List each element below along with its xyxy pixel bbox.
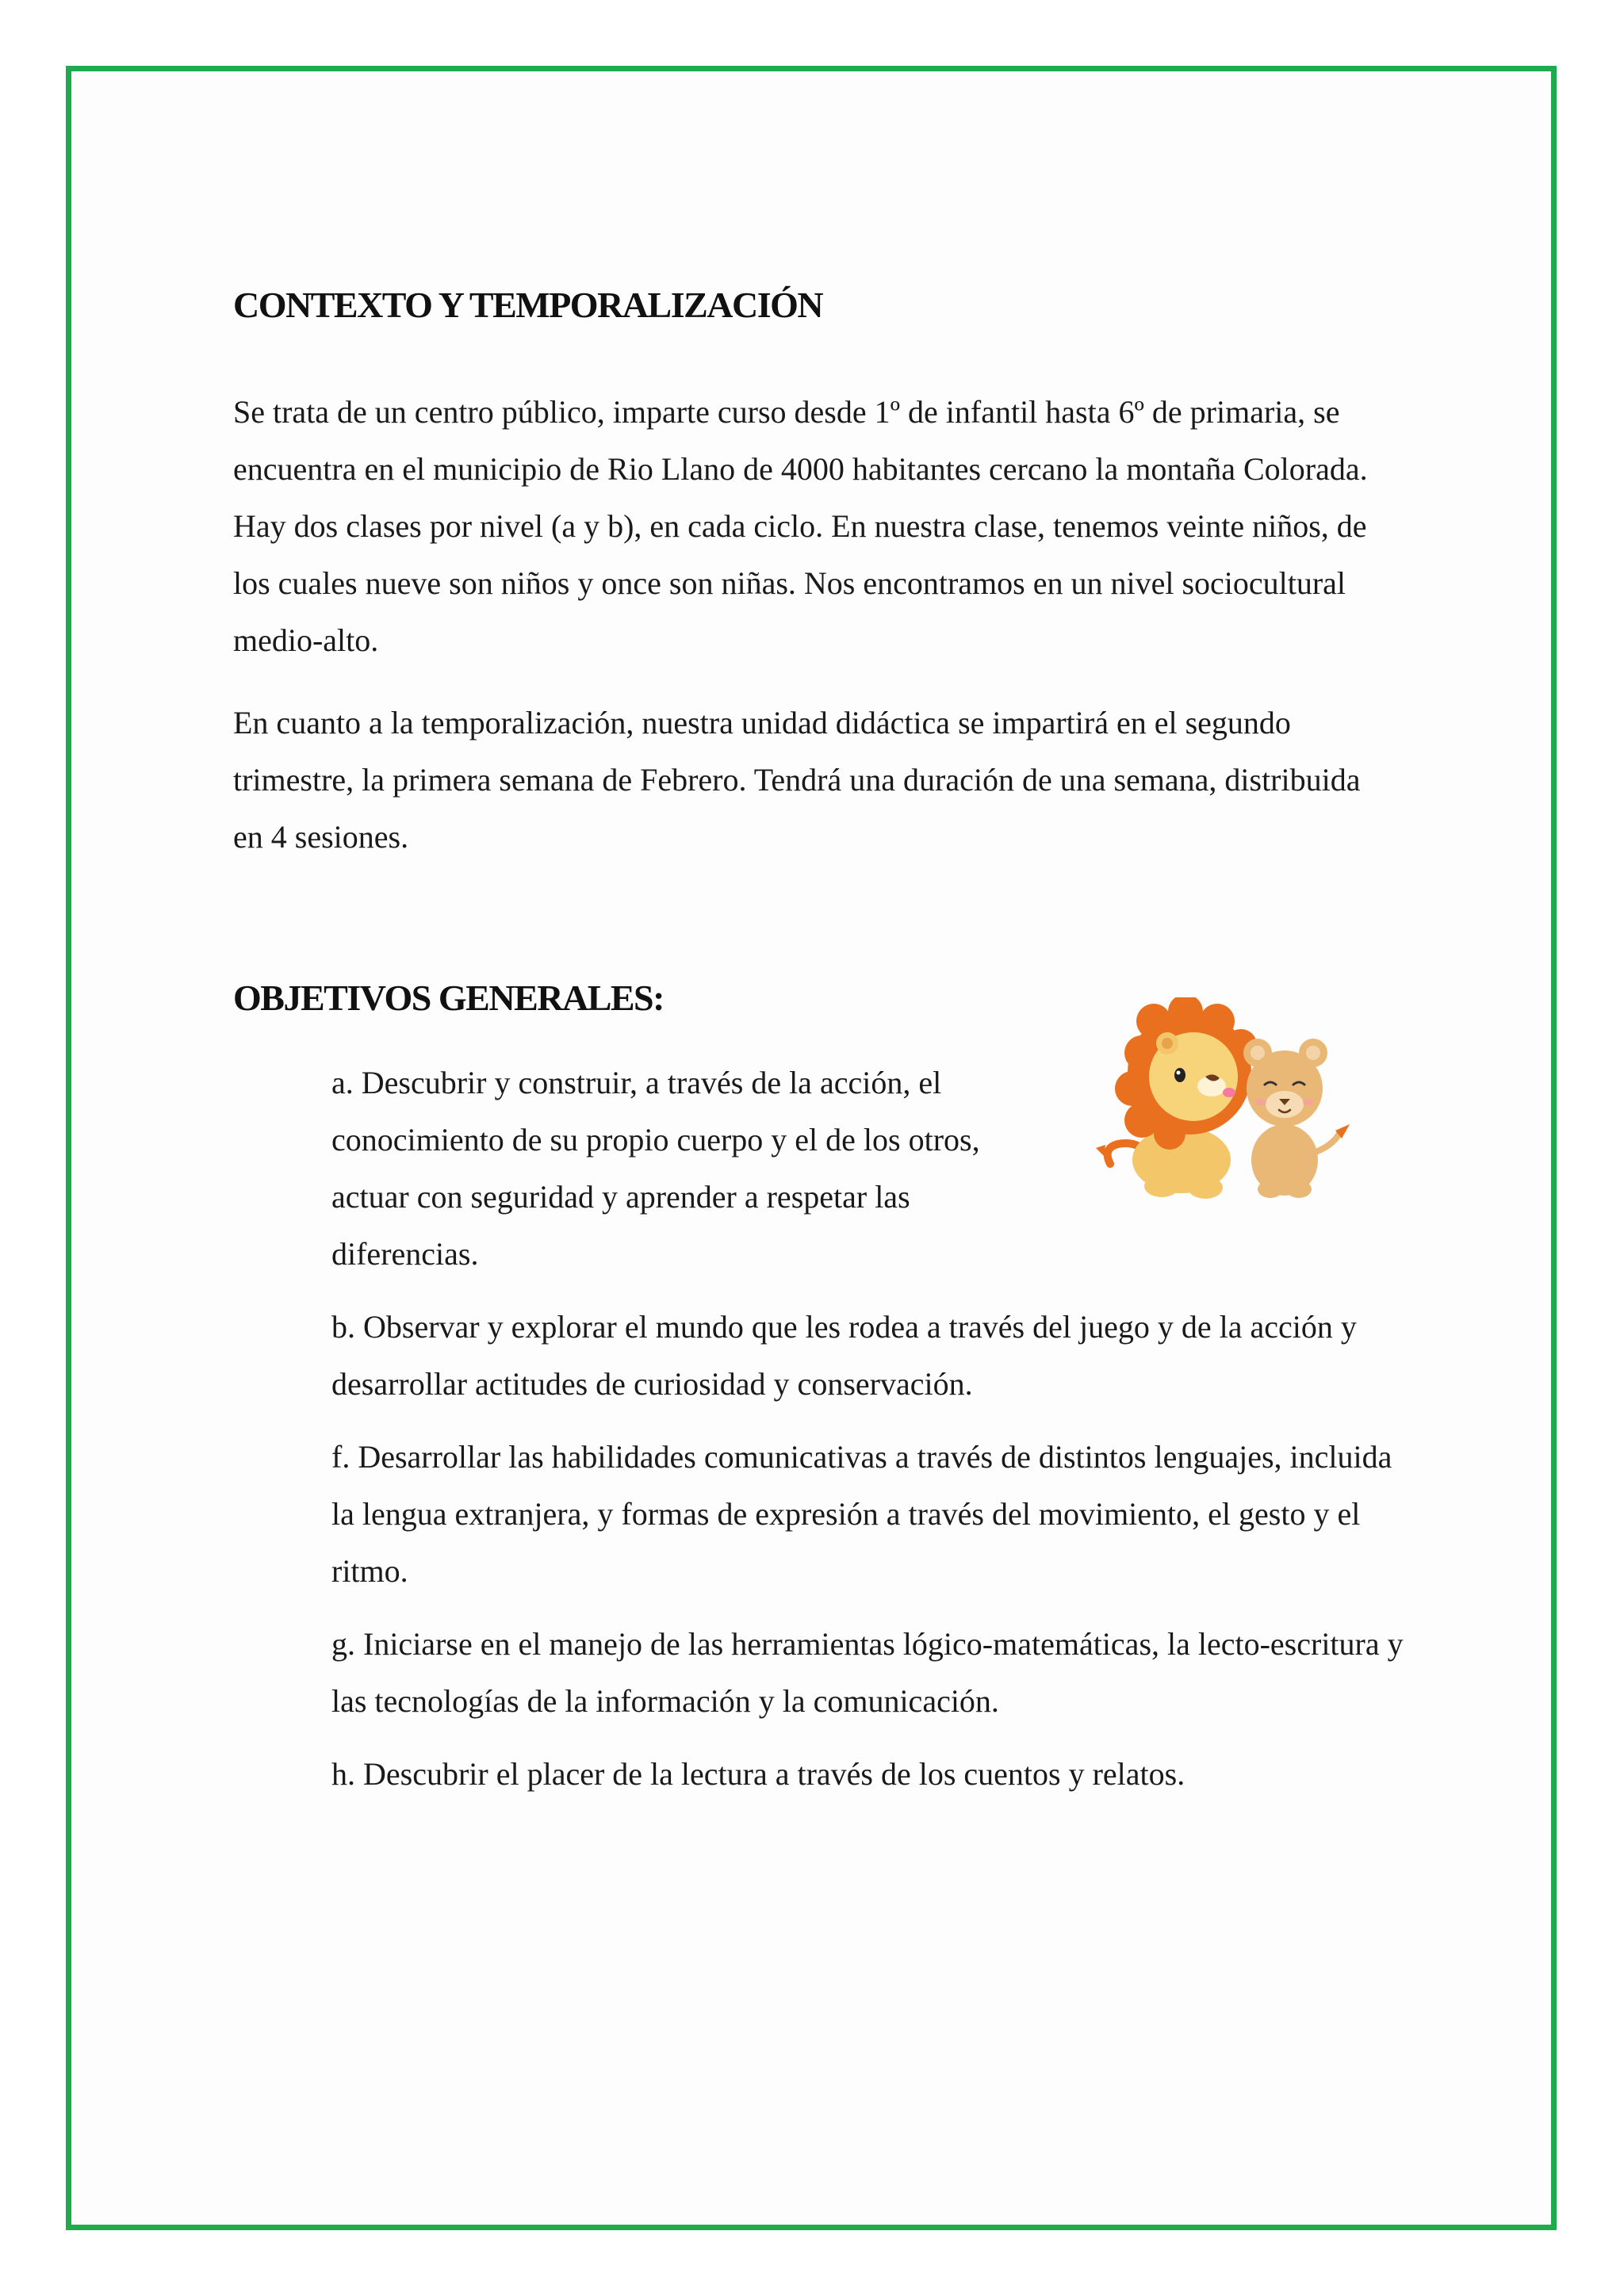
- paragraph-contexto: Se trata de un centro público, imparte curso desde 1º de infantil hasta 6º de primaria, se encuentra en el municipio de Rio Llano de 4000 habitantes cercano la montaña Colorada. Hay dos clases por nivel (a y b), en cada ciclo. En nuestra clase, tenemos veinte niños, de los cuales nueve son niños y once son niñas. Nos encontramos en un nivel sociocultural medio-alto.: [233, 394, 1368, 658]
- objective-item: a. Descubrir y construir, a través de la acción, el conocimiento de su propio cuerpo y el de los otros, actuar con seguridad y aprender a respetar las diferencias.: [331, 1065, 980, 1272]
- section-title-contexto: CONTEXTO Y TEMPORALIZACIÓN: [233, 285, 823, 325]
- objective-item: b. Observar y explorar el mundo que les rodea a través del juego y de la acción y desarrollar actitudes de curiosidad y conservación.: [331, 1309, 1357, 1402]
- objective-item: h. Descubrir el placer de la lectura a través de los cuentos y relatos.: [331, 1756, 1185, 1792]
- lions-illustration-icon: [1094, 997, 1364, 1203]
- section-title-objetivos: OBJETIVOS GENERALES:: [233, 978, 664, 1018]
- paragraph-temporalizacion: En cuanto a la temporalización, nuestra unidad didáctica se impartirá en el segundo trimestre, la primera semana de Febrero. Tendrá una duración de una semana, distribuida en 4 sesiones.: [233, 705, 1361, 855]
- objective-item: g. Iniciarse en el manejo de las herramientas lógico-matemáticas, la lecto-escritura y las tecnologías de la información y la comunicación.: [331, 1626, 1404, 1719]
- objective-item: f. Desarrollar las habilidades comunicativas a través de distintos lenguajes, incluida la lengua extranjera, y formas de expresión a través del movimiento, el gesto y el ritmo.: [331, 1439, 1392, 1589]
